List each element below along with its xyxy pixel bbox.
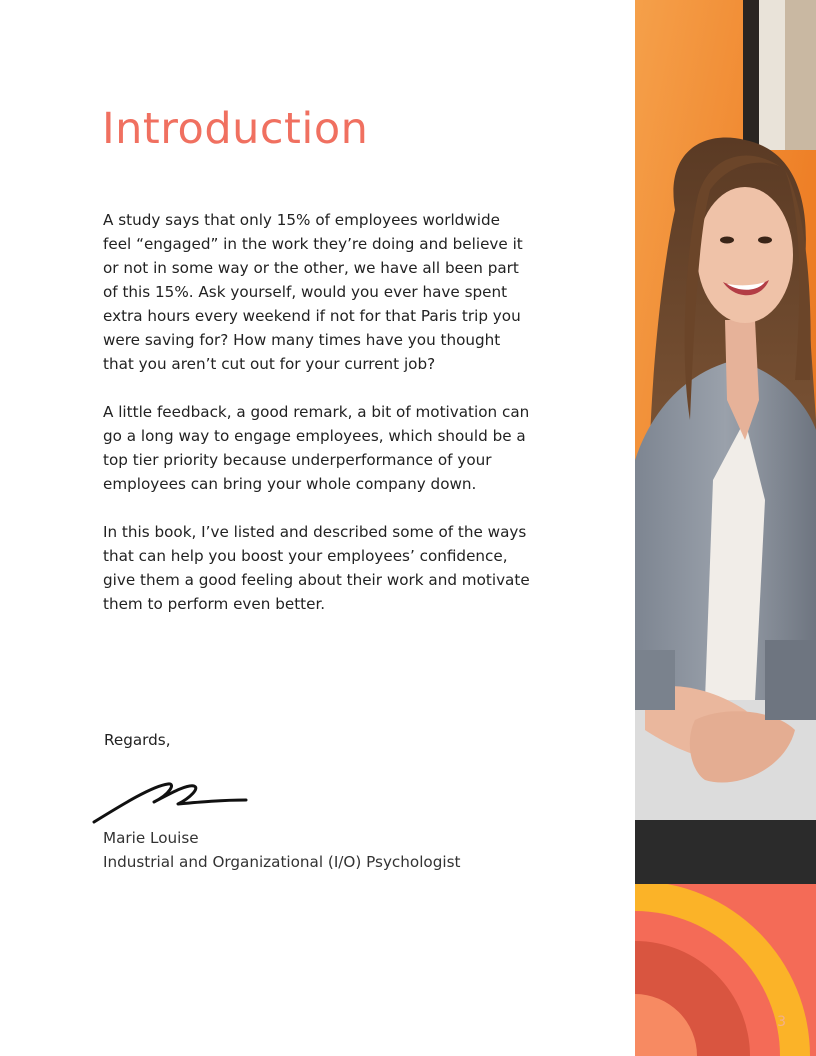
page-title: Introduction: [102, 104, 369, 154]
portrait-photo: [635, 0, 816, 884]
closing: Regards,: [104, 731, 171, 749]
author-role: Industrial and Organizational (I/O) Psychologist: [103, 853, 461, 871]
author-name: Marie Louise: [103, 829, 199, 847]
page-number: 3: [777, 1014, 786, 1030]
decorative-arches: [635, 884, 816, 1056]
paragraph: A little feedback, a good remark, a bit of motivation can go a long way to engage employees, which should be a top tier priority because underperformance of your employees can bring your whole company down.: [103, 403, 530, 493]
paragraph: In this book, I’ve listed and described some of the ways that can help you boost your employees’ confidence, give them a good feeling about their work and motivate them to perform even better.: [103, 523, 530, 613]
signer: [103, 826, 460, 874]
body-text: [103, 208, 533, 640]
signature: [90, 772, 250, 828]
paragraph: A study says that only 15% of employees worldwide feel “engaged” in the work they’re doing and believe it or not in some way or the other, we have all been part of this 15%. Ask yourself, would you ever have spent extra hours every weekend if not for that Paris trip you were saving for? How many times have you thought that you aren’t cut out for your current job?: [103, 211, 523, 373]
